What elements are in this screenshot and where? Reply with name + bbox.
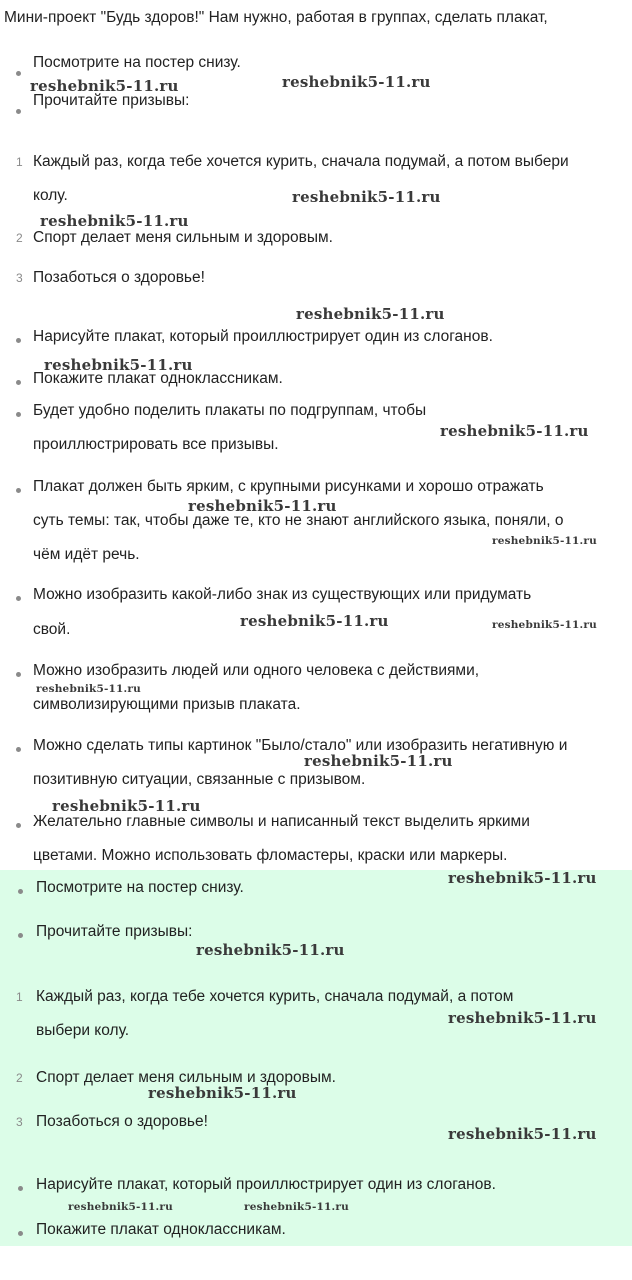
bullet-marker	[16, 672, 21, 677]
watermark: reshebnik5-11.ru	[196, 941, 345, 959]
watermark: reshebnik5-11.ru	[36, 683, 141, 695]
list-item: Каждый раз, когда тебе хочется курить, сначала подумай, а потом выбери	[33, 153, 569, 170]
watermark: reshebnik5-11.ru	[68, 1201, 173, 1213]
bullet-marker	[16, 747, 21, 752]
list-item-cont: символизирующими призыв плаката.	[33, 696, 301, 713]
list-item-cont: суть темы: так, чтобы даже те, кто не знают английского языка, поняли, о	[33, 512, 564, 529]
list-item-cont: свой.	[33, 621, 71, 638]
watermark: reshebnik5-11.ru	[188, 497, 337, 515]
bullet-marker	[16, 596, 21, 601]
list-number: 1	[16, 155, 23, 169]
watermark: reshebnik5-11.ru	[292, 188, 441, 206]
watermark: reshebnik5-11.ru	[52, 797, 201, 815]
bullet-marker	[18, 933, 23, 938]
list-item: Спорт делает меня сильным и здоровым.	[33, 229, 333, 246]
intro-text: Мини-проект "Будь здоров!" Нам нужно, работая в группах, сделать плакат,	[4, 9, 548, 26]
watermark: reshebnik5-11.ru	[448, 1009, 597, 1027]
list-number: 2	[16, 231, 23, 245]
bullet-marker	[16, 823, 21, 828]
bullet-marker	[16, 412, 21, 417]
list-number: 3	[16, 271, 23, 285]
watermark: reshebnik5-11.ru	[492, 619, 597, 631]
bullet-marker	[16, 380, 21, 385]
watermark: reshebnik5-11.ru	[44, 356, 193, 374]
list-number: 1	[16, 990, 23, 1004]
watermark: reshebnik5-11.ru	[448, 869, 597, 887]
list-item: Спорт делает меня сильным и здоровым.	[36, 1069, 336, 1086]
watermark: reshebnik5-11.ru	[448, 1125, 597, 1143]
list-item: Покажите плакат одноклассникам.	[33, 370, 283, 387]
list-item-cont: цветами. Можно использовать фломастеры, краски или маркеры.	[33, 847, 508, 864]
list-number: 2	[16, 1071, 23, 1085]
watermark: reshebnik5-11.ru	[244, 1201, 349, 1213]
list-item: Нарисуйте плакат, который проиллюстрирует один из слоганов.	[36, 1176, 496, 1193]
list-item-cont: выбери колу.	[36, 1022, 130, 1039]
list-item: Нарисуйте плакат, который проиллюстрирует один из слоганов.	[33, 328, 493, 345]
list-item: Можно сделать типы картинок "Было/стало" или изобразить негативную и	[33, 737, 568, 754]
watermark: reshebnik5-11.ru	[30, 77, 179, 95]
list-item: Можно изобразить людей или одного человека с действиями,	[33, 662, 480, 679]
list-item: Прочитайте призывы:	[33, 92, 190, 109]
list-item: Будет удобно поделить плакаты по подгруппам, чтобы	[33, 402, 427, 419]
watermark: reshebnik5-11.ru	[240, 612, 389, 630]
watermark: reshebnik5-11.ru	[440, 422, 589, 440]
bullet-marker	[18, 1231, 23, 1236]
list-item: Посмотрите на постер снизу.	[36, 879, 244, 896]
list-item-cont: позитивную ситуации, связанные с призывом.	[33, 771, 366, 788]
list-item: Посмотрите на постер снизу.	[33, 54, 241, 71]
list-item: Желательно главные символы и написанный текст выделить яркими	[33, 813, 530, 830]
watermark: reshebnik5-11.ru	[492, 535, 597, 547]
bullet-marker	[16, 338, 21, 343]
list-item: Каждый раз, когда тебе хочется курить, сначала подумай, а потом	[36, 988, 514, 1005]
list-item-cont: колу.	[33, 187, 68, 204]
list-number: 3	[16, 1115, 23, 1129]
list-item: Плакат должен быть ярким, с крупными рисунками и хорошо отражать	[33, 478, 544, 495]
watermark: reshebnik5-11.ru	[296, 305, 445, 323]
bullet-marker	[16, 71, 21, 76]
list-item: Прочитайте призывы:	[36, 923, 193, 940]
list-item-cont: проиллюстрировать все призывы.	[33, 436, 279, 453]
list-item: Можно изобразить какой-либо знак из существующих или придумать	[33, 586, 532, 603]
bullet-marker	[16, 109, 21, 114]
watermark: reshebnik5-11.ru	[40, 212, 189, 230]
bullet-marker	[18, 1186, 23, 1191]
list-item: Покажите плакат одноклассникам.	[36, 1221, 286, 1238]
bullet-marker	[18, 889, 23, 894]
watermark: reshebnik5-11.ru	[148, 1084, 297, 1102]
watermark: reshebnik5-11.ru	[282, 73, 431, 91]
list-item: Позаботься о здоровье!	[33, 269, 205, 286]
list-item-cont: чём идёт речь.	[33, 546, 140, 563]
watermark: reshebnik5-11.ru	[304, 752, 453, 770]
list-item: Позаботься о здоровье!	[36, 1113, 208, 1130]
bullet-marker	[16, 488, 21, 493]
